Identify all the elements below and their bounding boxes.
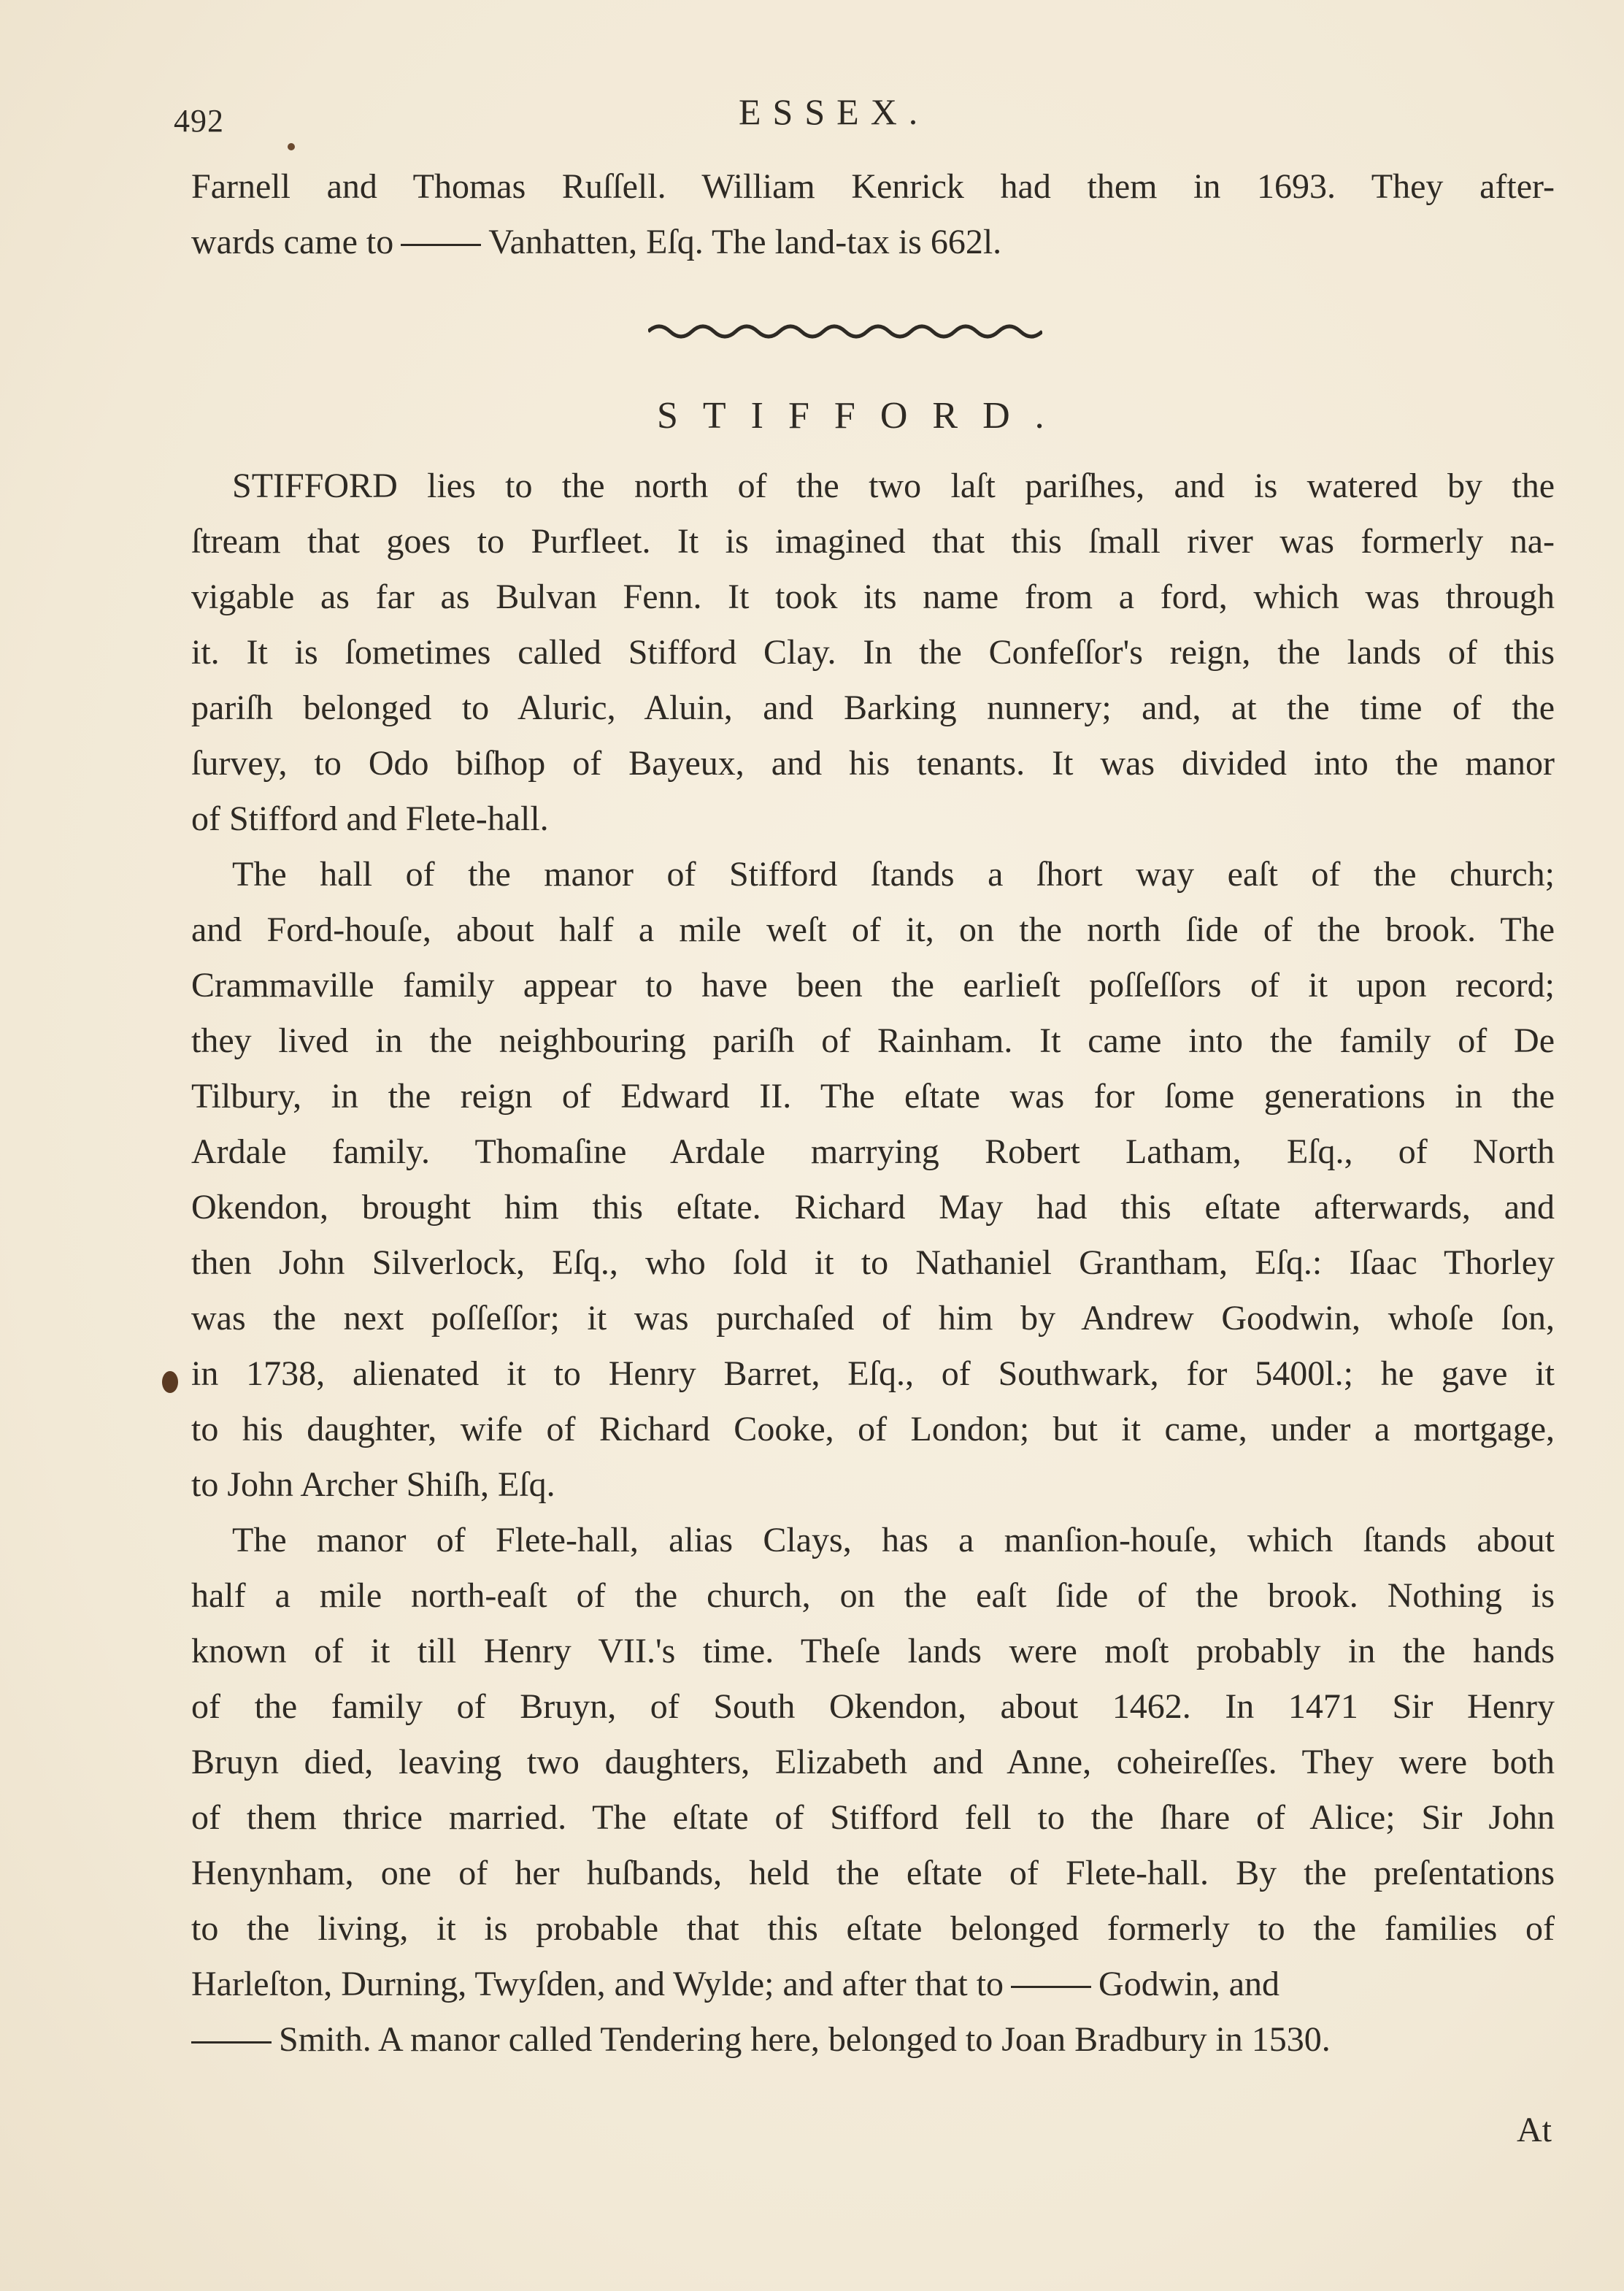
text-line: Farnell and Thomas Ruſſell. William Kenrick had them in 1693. They after- [191,167,1555,206]
ink-spot [288,143,295,150]
text-span: Godwin, and [1098,1965,1279,2003]
text-line: Okendon, brought him this eſtate. Richard May had this eſtate afterwards, and [191,1188,1555,1227]
blank-dash [191,2041,272,2044]
blank-dash [401,244,481,246]
ink-spot [162,1371,178,1393]
text-line: Henynham, one of her huſbands, held the eſtate of Flete-hall. By the preſentations [191,1854,1555,1892]
text-line: known of it till Henry VII.'s time. Theſe lands were moſt probably in the hands [191,1632,1555,1670]
text-line: Crammaville family appear to have been the earlieſt poſſeſſors of it upon record; [191,966,1555,1005]
text-line: it. It is ſometimes called Stifford Clay. In the Confeſſor's reign, the lands of this [191,633,1555,672]
text-line: to John Archer Shiſh, Eſq. [191,1465,555,1504]
text-span: wards came to [191,223,394,261]
text-line: they lived in the neighbouring pariſh of Rainham. It came into the family of De [191,1021,1555,1060]
text-line: The hall of the manor of Stifford ſtands a ſhort way eaſt of the church; [232,855,1555,894]
text-line: Tilbury, in the reign of Edward II. The eſtate was for ſome generations in the [191,1077,1555,1116]
text-span: Vanhatten, Eſq. The land-tax is 662l. [488,223,1002,261]
blank-dash [1011,1986,1091,1988]
text-line: vigable as far as Bulvan Fenn. It took its name from a ford, which was through [191,577,1555,616]
text-line [191,220,1555,264]
ornamental-rule [648,315,1042,342]
text-line: ſtream that goes to Purfleet. It is imagined that this ſmall river was formerly na- [191,522,1555,561]
text-line: then John Silverlock, Eſq., who ſold it to Nathaniel Grantham, Eſq.: Iſaac Thorley [191,1243,1555,1282]
section-title: STIFFORD. [657,395,1069,437]
text-line: to the living, it is probable that this eſtate belonged formerly to the families of [191,1909,1555,1948]
text-line: and Ford-houſe, about half a mile weſt of it, on the north ſide of the brook. The [191,910,1555,949]
text-line: in 1738, alienated it to Henry Barret, Eſq., of Southwark, for 5400l.; he gave it [191,1354,1555,1393]
text-line: ſurvey, to Odo biſhop of Bayeux, and his tenants. It was divided into the manor [191,744,1555,783]
catchword: At [1517,2111,1552,2149]
running-head: ESSEX. [739,91,930,132]
text-line: half a mile north-eaſt of the church, on the eaſt ſide of the brook. Nothing is [191,1576,1555,1615]
page-number: 492 [174,103,224,139]
text-line: STIFFORD lies to the north of the two laſt pariſhes, and is watered by the [232,467,1555,505]
text-line: of them thrice married. The eſtate of Stifford fell to the ſhare of Alice; Sir John [191,1798,1555,1837]
text-line [191,1962,1555,2006]
text-line: to his daughter, wife of Richard Cooke, of London; but it came, under a mortgage, [191,1410,1555,1448]
text-line: of Stifford and Flete-hall. [191,799,549,838]
text-line: Bruyn died, leaving two daughters, Elizabeth and Anne, coheireſſes. They were both [191,1743,1555,1781]
text-line [191,2018,1555,2062]
text-line: was the next poſſeſſor; it was purchaſed of him by Andrew Goodwin, whoſe ſon, [191,1299,1555,1338]
text-span: Smith. A manor called Tendering here, belonged to Joan Bradbury in 1530. [279,2020,1331,2059]
text-span: Harleſton, Durning, Twyſden, and Wylde; and after that to [191,1965,1004,2003]
text-line: The manor of Flete-hall, alias Clays, has a manſion-houſe, which ſtands about [232,1521,1555,1559]
text-line: Ardale family. Thomaſine Ardale marrying Robert Latham, Eſq., of North [191,1132,1555,1171]
text-line: of the family of Bruyn, of South Okendon, about 1462. In 1471 Sir Henry [191,1687,1555,1726]
text-line: pariſh belonged to Aluric, Aluin, and Barking nunnery; and, at the time of the [191,688,1555,727]
